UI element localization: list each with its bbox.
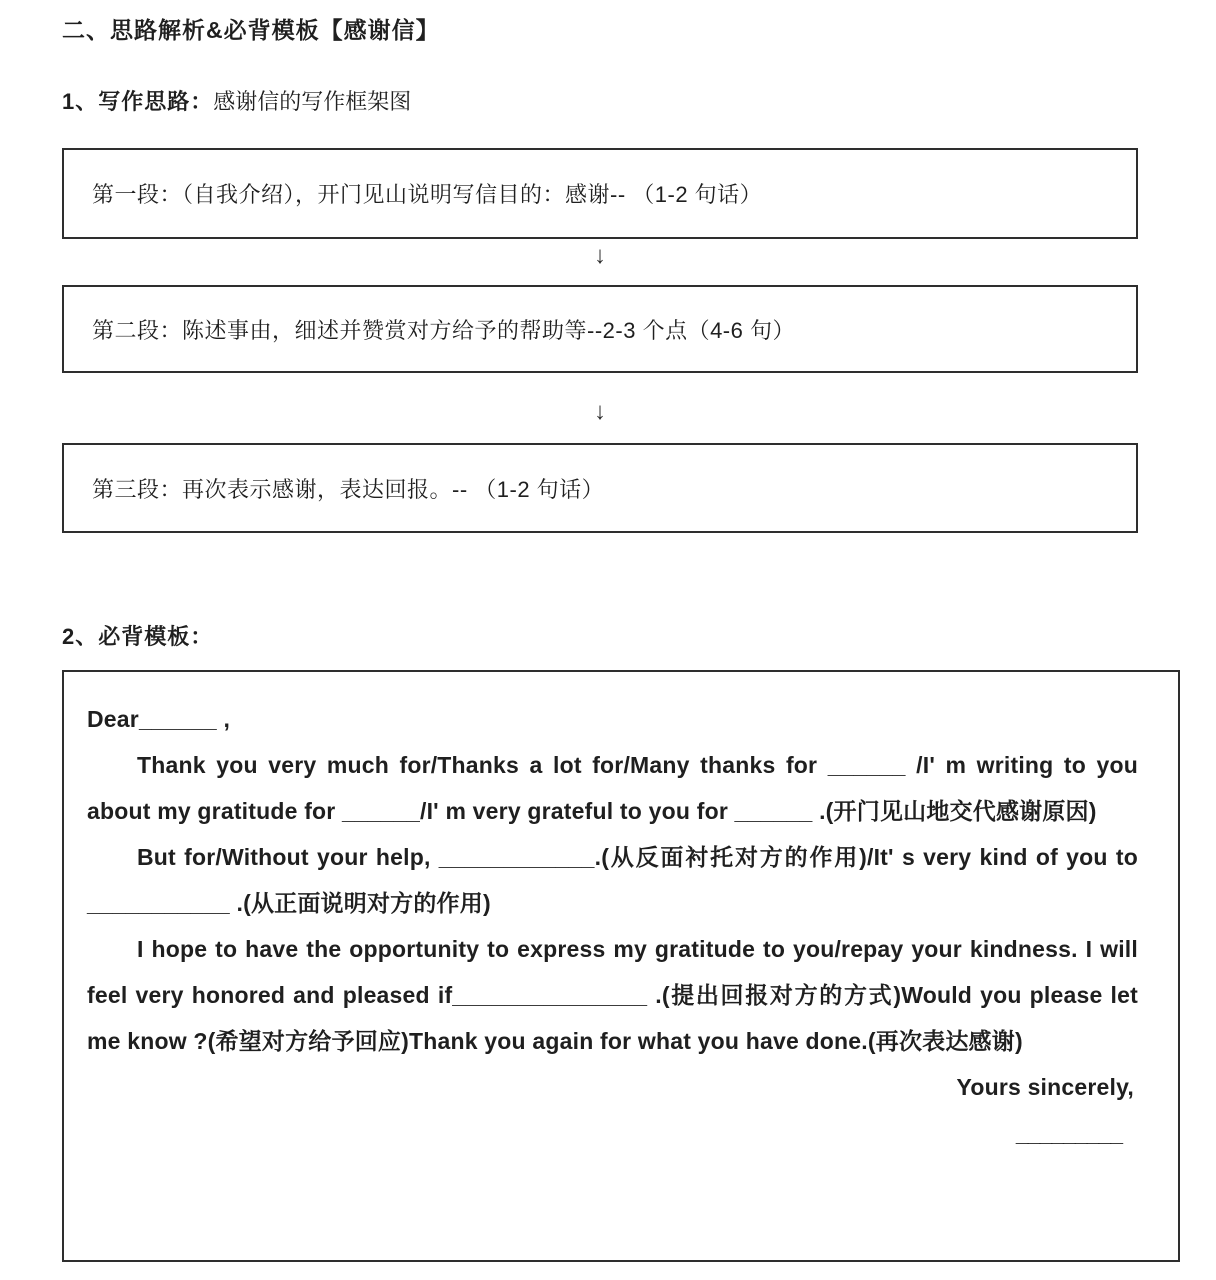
section1-heading (62, 85, 411, 116)
template-salutation: Dear______ , (87, 706, 231, 732)
flow-box-paragraph-1-text: 第一段：（自我介绍），开门见山说明写信目的：感谢-- （1-2 句话） (92, 182, 763, 207)
down-arrow-icon-2: ↓ (594, 398, 606, 425)
section1-label: 1、写作思路： (62, 89, 214, 114)
template-closing: Yours sincerely, (956, 1074, 1134, 1100)
template-box (62, 670, 1180, 1262)
down-arrow-icon-1: ↓ (594, 242, 606, 269)
flow-box-paragraph-1 (62, 148, 1138, 239)
flow-box-paragraph-3 (62, 443, 1138, 533)
section2-heading (62, 620, 213, 651)
flow-box-paragraph-2 (62, 285, 1138, 373)
flow-box-paragraph-3-text: 第三段：再次表示感谢，表达回报。-- （1-2 句话） (92, 476, 605, 502)
section2-label: 2、必背模板： (62, 624, 214, 649)
flow-box-paragraph-2-text: 第二段：陈述事由，细述并赞赏对方给予的帮助等--2-3 个点（4-6 句） (92, 317, 795, 343)
doc-title: 二、思路解析&必背模板【感谢信】 (62, 17, 440, 43)
section1-desc: 感谢信的写作框架图 (213, 89, 412, 114)
template-paragraph-hope: I hope to have the opportunity to express my gratitude to you/repay your kindness. I will feel very honored and pleased if_______________ .(提出回报对方的方式)Would you please let me know ?(希望对方给予回应)Thank you again for what you have done.(再次表达感谢) (87, 936, 1138, 1054)
template-paragraph-butfor: But for/Without your help, ____________.(从反面衬托对方的作用)/It' s very kind of you to ___________ .(从正面说明对方的作用) (87, 844, 1138, 916)
template-paragraph-thanks: Thank you very much for/Thanks a lot for/Many thanks for ______ /I' m writing to you about my gratitude for ______/I' m very grateful to you for ______ .(开门见山地交代感谢原因) (87, 752, 1138, 824)
template-signature-line: _________ (1015, 1120, 1122, 1146)
